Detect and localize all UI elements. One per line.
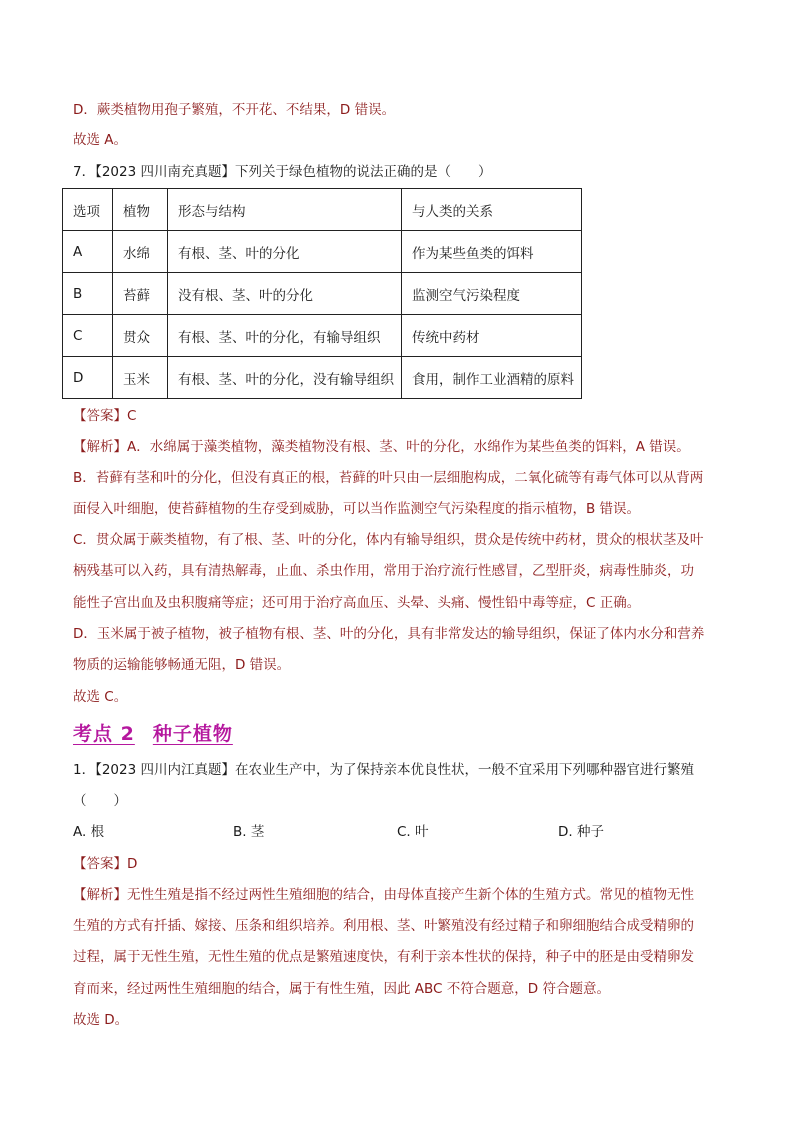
table-header-cell: 选项 (63, 189, 113, 231)
q1-stem-cont: （ ） (73, 793, 127, 809)
table-row (63, 231, 582, 273)
table-cell: 苔藓 (113, 273, 168, 315)
q1-stem: 1．【2023 四川内江真题】在农业生产中，为了保持亲本优良性状，一般不宜采用下列哪种器官进行繁殖 (73, 762, 694, 778)
q1-conclusion: 故选 D。 (73, 1012, 129, 1028)
table-row (63, 315, 582, 357)
table-cell: 没有根、茎、叶的分化 (168, 273, 402, 315)
table-row (63, 273, 582, 315)
table-cell: 有根、茎、叶的分化，有输导组织 (168, 315, 402, 357)
q7-analysis-line: 物质的运输能够畅通无阻，D 错误。 (73, 657, 291, 673)
q7-stem: 7．【2023 四川南充真题】下列关于绿色植物的说法正确的是（ ） (73, 164, 492, 180)
q7-analysis-line: B．苔藓有茎和叶的分化，但没有真正的根，苔藓的叶只由一层细胞构成，二氧化硫等有毒气体可以从背两 (73, 470, 704, 486)
q1-answer (73, 855, 137, 873)
table-header-cell: 形态与结构 (168, 189, 402, 231)
q7-options-table (62, 188, 582, 399)
analysis-tag: 【解析】 (73, 887, 127, 903)
answer-value: C (127, 408, 137, 424)
prev-option-d-text: D．蕨类植物用孢子繁殖，不开花、不结果，D 错误。 (73, 102, 396, 118)
section-label: 考点 2 (73, 723, 135, 745)
answer-value: D (127, 856, 138, 872)
q1-choice-d: D. 种子 (558, 824, 604, 840)
table-header-row (63, 189, 582, 231)
table-cell: 作为某些鱼类的饵料 (402, 231, 582, 273)
table-cell: A (63, 231, 113, 273)
q7-analysis-line: C．贯众属于蕨类植物，有了根、茎、叶的分化，体内有输导组织，贯众是传统中药材，贯众的根状茎及叶 (73, 532, 704, 548)
table-cell: 食用，制作工业酒精的原料 (402, 357, 582, 399)
answer-tag: 【答案】 (73, 408, 127, 424)
q1-choice-a: A. 根 (73, 824, 105, 840)
table-cell: B (63, 273, 113, 315)
table-cell: 有根、茎、叶的分化，没有输导组织 (168, 357, 402, 399)
q1-choice-b: B. 茎 (233, 824, 265, 840)
prev-conclusion: 故选 A。 (73, 132, 128, 148)
table-cell: 玉米 (113, 357, 168, 399)
table-cell: C (63, 315, 113, 357)
table-header-cell: 植物 (113, 189, 168, 231)
q7-analysis-line: D．玉米属于被子植物，被子植物有根、茎、叶的分化，具有非常发达的输导组织，保证了体内水分和营养 (73, 626, 705, 642)
section-title: 种子植物 (152, 723, 233, 745)
q7-analysis-line: 能性子宫出血及虫积腹痛等症；还可用于治疗高血压、头晕、头痛、慢性铅中毒等症，C 正确。 (73, 595, 641, 611)
table-cell: 有根、茎、叶的分化 (168, 231, 402, 273)
analysis-tag: 【解析】 (73, 439, 127, 455)
q7-conclusion: 故选 C。 (73, 689, 128, 705)
q7-analysis-line: 面侵入叶细胞，使苔藓植物的生存受到威胁，可以当作监测空气污染程度的指示植物，B 错误。 (73, 501, 641, 517)
table-cell: 传统中药材 (402, 315, 582, 357)
q1-analysis-line (73, 886, 694, 904)
q7-analysis-line: 柄残基可以入药，具有清热解毒，止血、杀虫作用，常用于治疗流行性感冒，乙型肝炎，病毒性肺炎，功 (73, 563, 694, 579)
q1-analysis-line: 生殖的方式有扦插、嫁接、压条和组织培养。利用根、茎、叶繁殖没有经过精子和卵细胞结合成受精卵的 (73, 918, 694, 934)
table-row (63, 357, 582, 399)
table-cell: 水绵 (113, 231, 168, 273)
q7-analysis-line (73, 438, 690, 456)
table-cell: 监测空气污染程度 (402, 273, 582, 315)
q7-answer (73, 407, 136, 425)
analysis-text: A．水绵属于藻类植物，藻类植物没有根、茎、叶的分化，水绵作为某些鱼类的饵料，A 错误。 (127, 439, 690, 455)
section-heading (73, 719, 233, 746)
table-cell: D (63, 357, 113, 399)
analysis-text: 无性生殖是指不经过两性生殖细胞的结合，由母体直接产生新个体的生殖方式。常见的植物无性 (127, 887, 694, 903)
q1-analysis-line: 过程，属于无性生殖，无性生殖的优点是繁殖速度快，有利于亲本性状的保持，种子中的胚是由受精卵发 (73, 949, 694, 965)
table-header-cell: 与人类的关系 (402, 189, 582, 231)
q1-analysis-line: 育而来，经过两性生殖细胞的结合，属于有性生殖，因此 ABC 不符合题意，D 符合题意。 (73, 981, 610, 997)
answer-tag: 【答案】 (73, 856, 127, 872)
q1-choice-c: C. 叶 (397, 824, 429, 840)
table-cell: 贯众 (113, 315, 168, 357)
